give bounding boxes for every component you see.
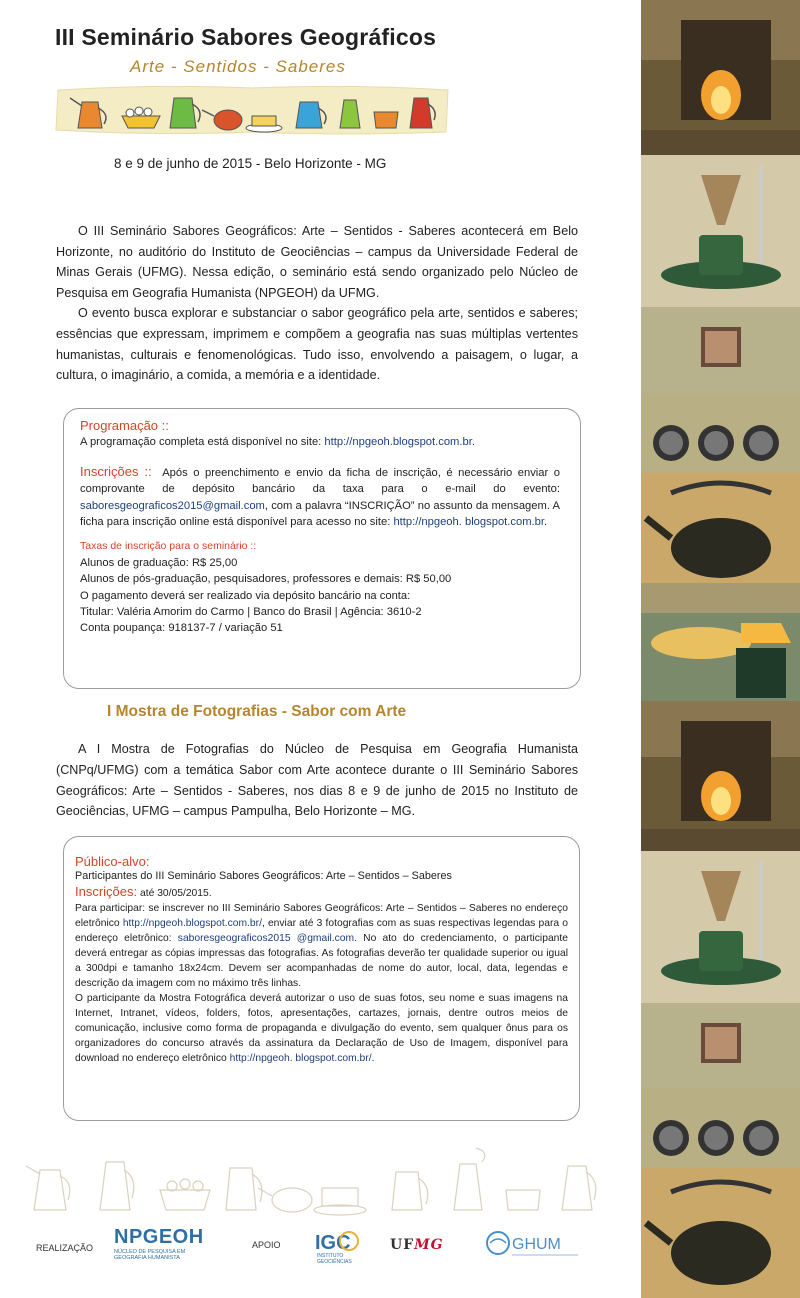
intro-text: [56, 221, 578, 386]
hanging-pans-photo: [641, 393, 800, 473]
participar-text-3: . No ato do credenciamento, o participante deverá entregar as cópias impressas das fotografias. As fotografias deverão ter qualidade superior ou igual a 300dpi e tamanho 18x24cm. Devem ser acompanhadas de nome do autor, local, data, legendas e descrição da imagem com no máximo três linhas.: [75, 933, 568, 989]
autorizar-text: O participante da Mostra Fotográfica deverá autorizar o uso de suas fotos, seu nome e suas imagens na Internet, Intranet, vídeos, folders, fotos, apresentações, cartazes, jornais, dentre outros meios de comunicação, inclusive como forma de propaganda e divulgação do evento, sem qualquer ônus para os organizadores do concurso através da assinatura da Declaração de Uso de Imagem, disponível para download no endereço eletrônico: [75, 993, 568, 1064]
event-date: 8 e 9 de junho de 2015 - Belo Horizonte - MG: [114, 156, 387, 171]
page-subtitle: Arte - Sentidos - Saberes: [130, 57, 346, 76]
kettle-photo-2: [641, 1168, 800, 1298]
svg-text:INSTITUTO: INSTITUTO: [317, 1253, 344, 1259]
taxas-heading: Taxas de inscrição para o seminário ::: [80, 540, 257, 553]
igc-logo-text: IGC: [315, 1232, 351, 1254]
wall-tin-photo-2: [641, 1003, 800, 1088]
ghum-logo-text: GHUM: [512, 1236, 561, 1253]
kitchenware-outline-decoration: [20, 1140, 620, 1218]
intro-paragraph-2: O evento busca explorar e substanciar o sabor geográfico pela arte, sentidos e saberes; essências que expressam, imprimem e compõem a geografia nas suas múltiplas vertentes humanistas, culturais e fenomenológicas. Tudo isso, envolvendo a paisagem, o lugar, a cultura, o imaginário, a comida, a memória e a identidade.: [56, 306, 578, 383]
autorizar-end: .: [371, 1053, 375, 1064]
inscricoes-heading: Inscrições ::: [80, 463, 152, 479]
coffee-strainer-mug-photo: [641, 155, 800, 307]
inscricoes-text-1: Após o preenchimento e envio da ficha de inscrição, é necessário enviar o comprovante de depósito bancário da taxa para o e-mail do evento:: [80, 466, 560, 496]
programacao-heading: Programação ::: [80, 418, 169, 433]
kettle-photo: [641, 473, 800, 583]
photo-strip: [641, 0, 800, 1298]
taxas-line: Conta poupança: 918137-7 / variação 51: [80, 622, 283, 635]
autorizar-link[interactable]: http://npgeoh. blogspot.com.br/: [229, 1053, 372, 1064]
programacao-text: A programação completa está disponível no site:: [80, 436, 322, 449]
taxas-line: Titular: Valéria Amorim do Carmo | Banco do Brasil | Agência: 3610-2: [80, 606, 422, 619]
npgeoh-logo: [114, 1226, 214, 1261]
apoio-label: APOIO: [252, 1240, 281, 1250]
igc-logo: [313, 1227, 367, 1265]
npgeoh-logo-subtitle: NÚCLEO DE PESQUISA EM GEOGRAFIA HUMANISTA: [114, 1249, 186, 1261]
wall-tin-photo: [641, 307, 800, 393]
participar-site-link[interactable]: http://npgeoh.blogspot.com.br/: [122, 918, 262, 929]
taxas-line: O pagamento deverá ser realizado via depósito bancário na conta:: [80, 589, 411, 602]
npgeoh-logo-text: NPGEOH: [114, 1226, 204, 1248]
mostra-info-box: [63, 836, 580, 1121]
publico-text: Participantes do III Seminário Sabores Geográficos: Arte – Sentidos – Saberes: [75, 870, 452, 882]
stove-fire-photo-2: [641, 701, 800, 851]
svg-text:GEOCIÊNCIAS: GEOCIÊNCIAS: [317, 1259, 352, 1265]
mostra-title: I Mostra de Fotografias - Sabor com Arte: [107, 703, 407, 720]
intro-paragraph-1: O III Seminário Sabores Geográficos: Arte – Sentidos - Saberes acontecerá em Belo Horizonte, no auditório do Instituto de Geociências – campus da Universidade Federal de Minas Gerais (UFMG). Nessa edição, o seminário está sendo organizado pelo Núcleo de Pesquisa em Geografia Humanista (NPGEOH) da UFMG.: [56, 224, 578, 300]
ufmg-logo-part-1: UF: [390, 1237, 415, 1253]
programacao-link[interactable]: http://npgeoh.blogspot.com.br: [324, 436, 472, 449]
realizacao-label: REALIZAÇÃO: [36, 1243, 94, 1253]
ufmg-logo: [390, 1237, 444, 1253]
cheese-drink-photo: [641, 583, 800, 701]
green-jug-icon: [340, 100, 360, 128]
mostra-text: A I Mostra de Fotografias do Núcleo de Pesquisa em Geografia Humanista (CNPq/UFMG) com a temática Sabor com Arte acontece durante o III Seminário Sabores Geográficos: Arte – Sentidos - Saberes, nos dias 8 e 9 de junho de 2015 no Instituto de Geociências, UFMG – campus Pampulha, Belo Horizonte – MG.: [56, 742, 578, 819]
taxas-line: Alunos de pós-graduação, pesquisadores, professores e demais: R$ 50,00: [80, 573, 452, 586]
inscricoes-heading-2: Inscrições:: [75, 884, 138, 899]
publico-heading: Público-alvo:: [75, 854, 150, 869]
stove-fire-photo: [641, 0, 800, 155]
participar-email-link[interactable]: saboresgeograficos2015 @gmail.com: [177, 933, 355, 944]
ufmg-logo-part-2: MG: [414, 1237, 444, 1253]
inscricoes-date: até 30/05/2015.: [140, 888, 212, 899]
hanging-pans-photo-2: [641, 1088, 800, 1168]
participar-text-1: Para participar: se inscrever no III Seminário Sabores Geográficos: Arte – Sentidos – Saberes no endereço eletrônico: [75, 903, 568, 929]
info-box: Programação :: A programação completa está disponível no site: http://npgeoh.blogspot.com.br. Inscrições :: Após o preenchimento e envio da ficha de inscrição, é necessário enviar o comprovante de depósito bancário da taxa para o e-mail do evento: saboresgeograficos2015@gmail.com, com a palavra “INSCRIÇÃO” no assunto da mensagem. A ficha para inscrição online está disponível para acesso no site: http://npgeoh. blogspot.com.br. Taxas de inscrição para o seminário :: Alunos de graduação: R$ 25,00 Alunos de pós-graduação, pesquisadores, professores e demais: R$ 50,00 O pagamento deverá ser realizado via depósito bancário na conta: Titular: Valéria Amorim do Carmo | Banco do Brasil | Agência: 3610-2 Conta poupança: 918137-7 / variação 51: [63, 408, 581, 689]
inscricoes-text-2: , com a palavra “INSCRIÇÃO” no assunto da mensagem. A ficha para inscrição online está disponível para acesso no site:: [80, 499, 560, 529]
ghum-logo: [484, 1229, 580, 1261]
taxas-line: Alunos de graduação: R$ 25,00: [80, 556, 238, 569]
kitchenware-banner: [52, 80, 452, 138]
inscricoes-site-link[interactable]: http://npgeoh. blogspot.com.br: [393, 516, 544, 529]
participar-text-2: , enviar até 3 fotografias com as suas respectivas legendas para o endereço eletrônico:: [75, 918, 568, 944]
orange-pot-icon: [374, 112, 398, 128]
inscricoes-email-link[interactable]: saboresgeograficos2015@gmail.com: [80, 499, 265, 512]
coffee-strainer-mug-photo-2: [641, 851, 800, 1003]
page-title: III Seminário Sabores Geográficos: [55, 24, 437, 50]
